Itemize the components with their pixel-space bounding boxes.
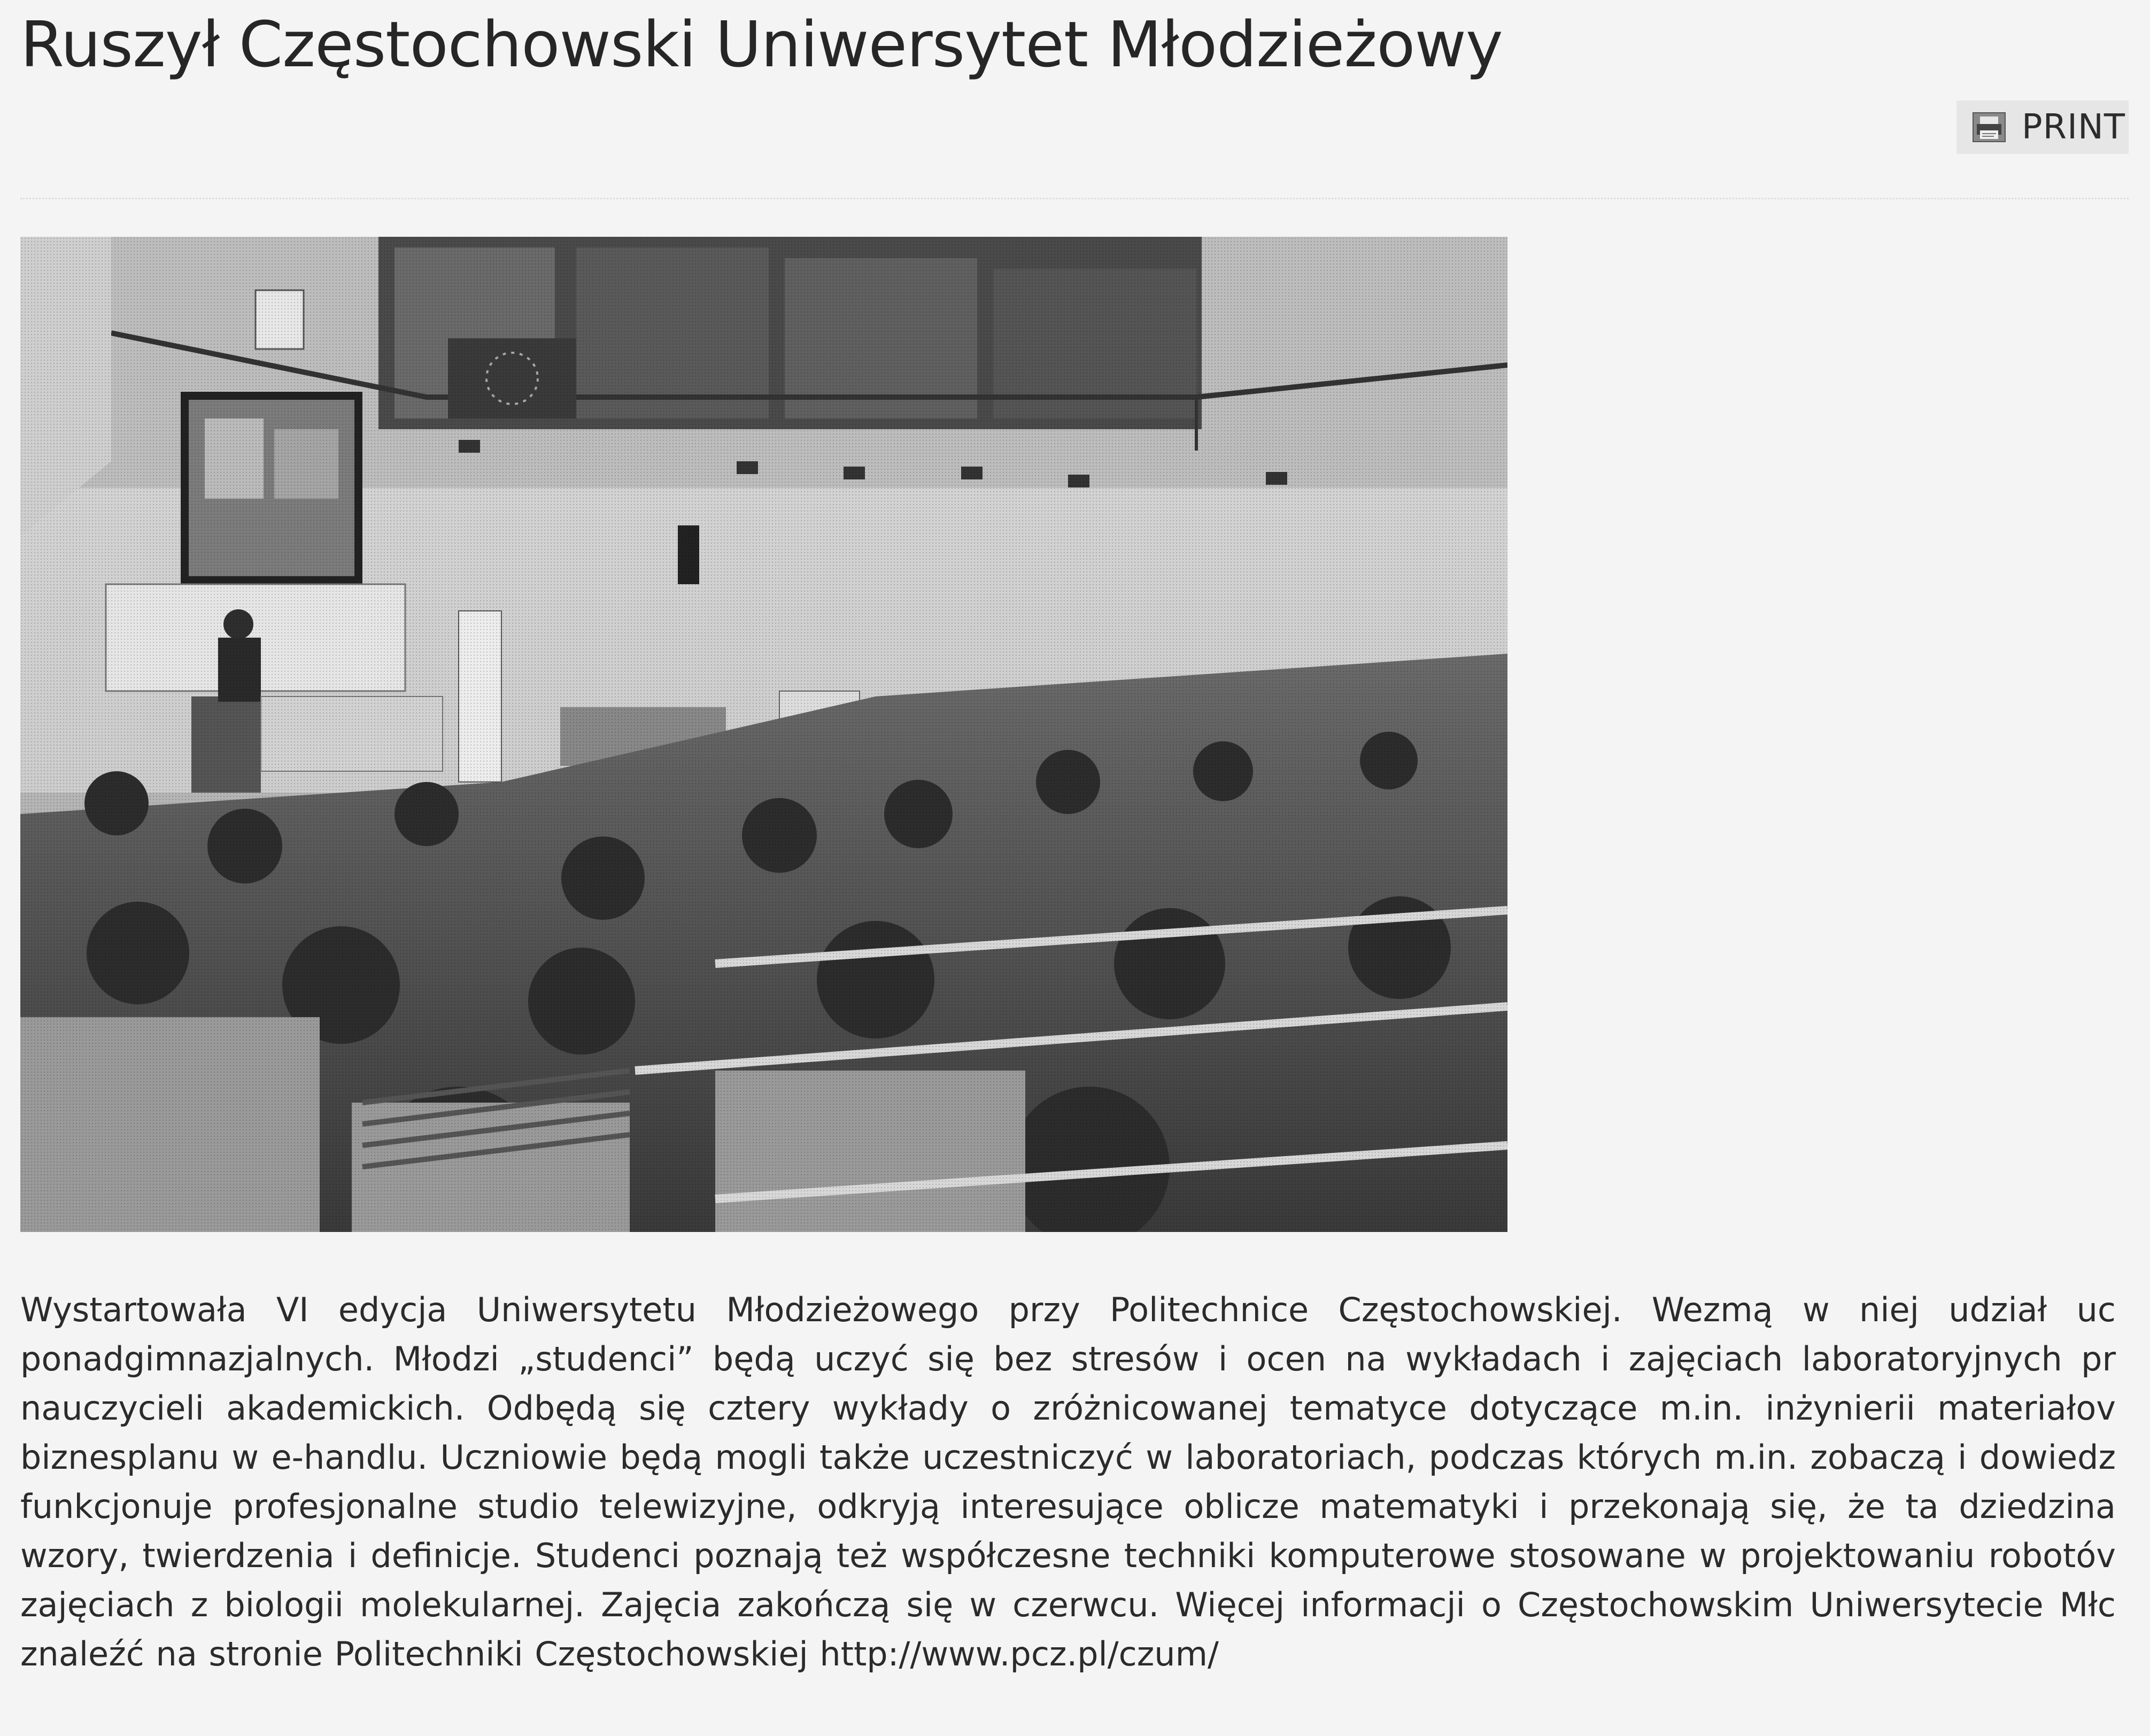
page-title: Ruszył Częstochowski Uniwersytet Młodzieżowy [20, 7, 1503, 81]
header-divider [20, 198, 2129, 199]
print-label: PRINT [2022, 107, 2125, 147]
lecture-hall-photo [20, 237, 1507, 1232]
article-body: Wystartowała VI edycja Uniwersytetu Młodzieżowego przy Politechnice Częstochowskiej. Wezmą w niej udział uc ponadgimnazjalnych. Młodzi „studenci” będą uczyć się bez stresów i ocen na wykładach i zajęciach laboratoryjnych pr nauczycieli akademickich. Odbędą się cztery wykłady o zróżnicowanej tematyce dotyczące m.in. inżynierii materiałov biznesplanu w e-handlu. Uczniowie będą mogli także uczestniczyć w laboratoriach, podczas których m.in. zobaczą i dowiedz funkcjonuje profesjonalne studio telewizyjne, odkryją interesujące oblicze matematyki i przekonają się, że ta dziedzina wzory, twierdzenia i definicje. Studenci poznają też współczesne techniki komputerowe stosowane w projektowaniu robotóv zajęciach z biologii molekularnej. Zajęcia zakończą się w czerwcu. Więcej informacji o Częstochowskim Uniwersytecie Młc znaleźć na stronie Politechniki Częstochowskiej http://www.pcz.pl/czum/ [20, 1290, 2116, 1673]
printer-icon [1973, 112, 2006, 142]
print-button[interactable] [1956, 100, 2129, 154]
